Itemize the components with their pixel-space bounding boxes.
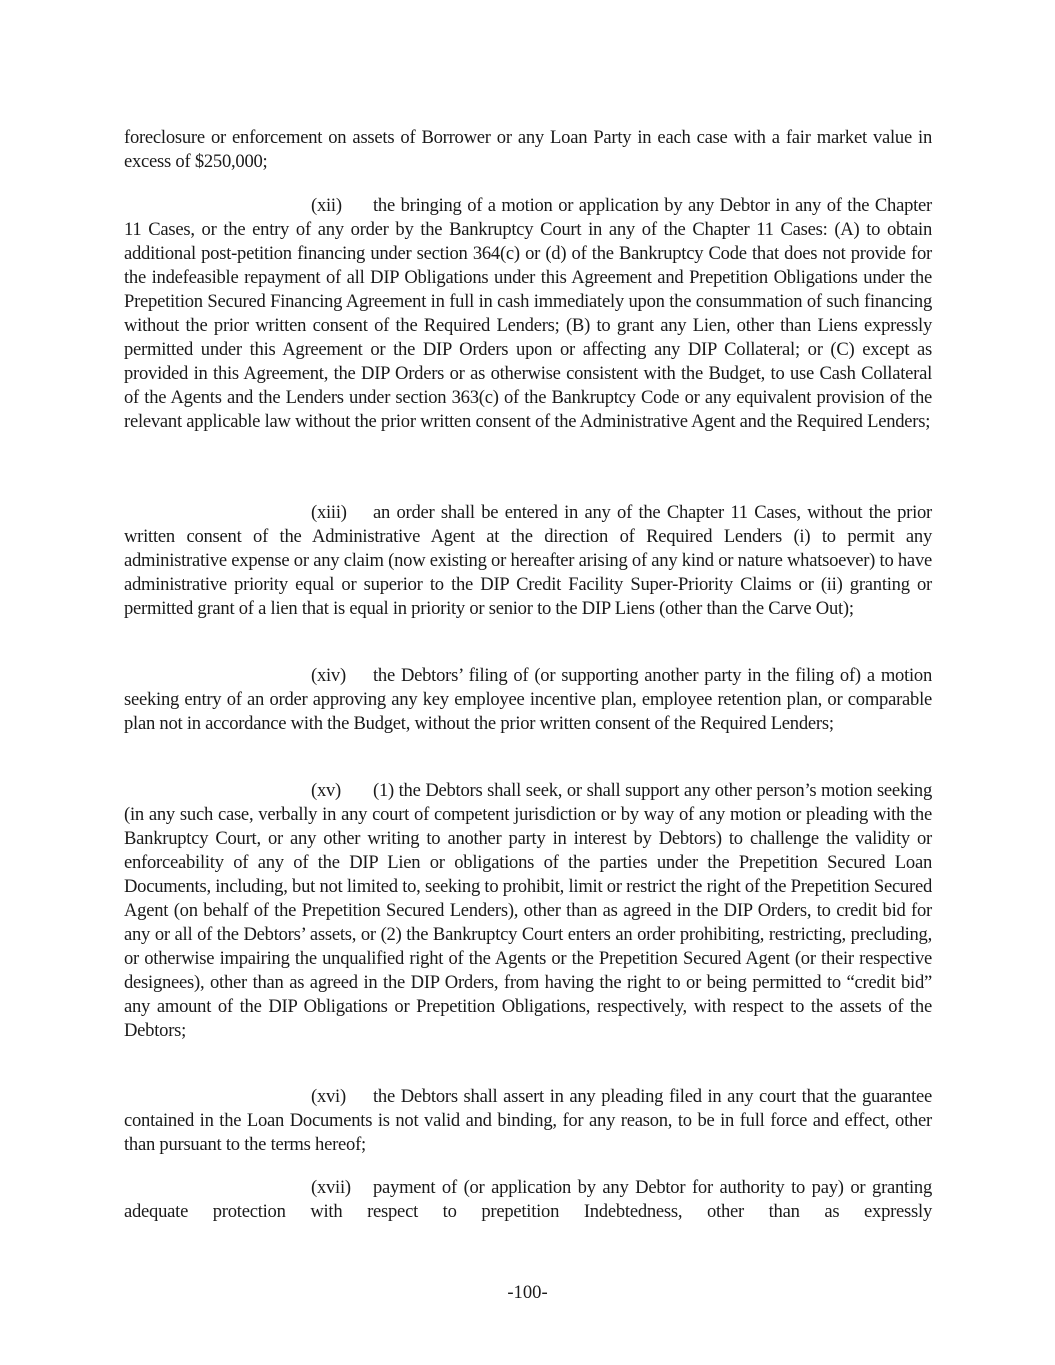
clause-label: (xii) [311,195,342,216]
clause-label: (xiii) [311,502,347,523]
paragraph-xiii [124,501,932,621]
paragraph-text: payment of (or application by any Debtor for authority to pay) or granting adequate protection with respect to prepetition Indebtedness, other than as expressly [124,1177,932,1222]
paragraph-text: an order shall be entered in any of the Chapter 11 Cases, without the prior written consent of the Administrative Agent at the direction of Required Lenders (i) to permit any administrative expense or any claim (now existing or hereafter arising of any kind or nature whatsoever) to have administrative priority equal or superior to the DIP Credit Facility Super-Priority Claims or (ii) granting or permitted grant of a lien that is equal in priority or senior to the DIP Liens (other than the Carve Out); [124,502,932,619]
paragraph-xvii [124,1176,932,1224]
paragraph-continuation [124,126,932,174]
clause-label: (xvi) [311,1086,346,1107]
clause-label: (xv) [311,780,341,801]
page-number: -100- [507,1282,548,1303]
paragraph-text: (1) the Debtors shall seek, or shall support any other person’s motion seeking (in any such case, verbally in any court of competent jurisdiction or by way of any motion or pleading with the Bankruptcy Court, or any other writing to another party in interest by Debtors) to challenge the validity or enforceability of any of the DIP Lien or obligations of the parties under the Prepetition Secured Loan Documents, including, but not limited to, seeking to prohibit, limit or restrict the right of the Prepetition Secured Agent (on behalf of the Prepetition Secured Lenders), other than as agreed in the DIP Orders, to credit bid for any or all of the Debtors’ assets, or (2) the Bankruptcy Court enters an order prohibiting, restricting, precluding, or otherwise impairing the unqualified right of the Agents or the Prepetition Secured Agent (or their respective designees), other than as agreed in the DIP Orders, from having the right to or being permitted to “credit bid” any amount of the DIP Obligations or Prepetition Obligations, respectively, with respect to the assets of the Debtors; [124,780,932,1041]
paragraph-xvi [124,1085,932,1157]
paragraph-text: foreclosure or enforcement on assets of Borrower or any Loan Party in each case with a fair market value in excess of $250,000; [124,127,932,172]
clause-label: (xvii) [311,1177,351,1198]
paragraph-text: the bringing of a motion or application by any Debtor in any of the Chapter 11 Cases, or the entry of any order by the Bankruptcy Court in any of the Chapter 11 Cases: (A) to obtain additional post-petition financing under section 364(c) or (d) of the Bankruptcy Code that does not provide for the indefeasible repayment of all DIP Obligations under this Agreement and Prepetition Obligations under the Prepetition Secured Financing Agreement in full in cash immediately upon the consummation of such financing without the prior written consent of the Required Lenders; (B) to grant any Lien, other than Liens expressly permitted under this Agreement or the DIP Orders upon or affecting any DIP Collateral; or (C) except as provided in this Agreement, the DIP Orders or as otherwise consistent with the Budget, to use Cash Collateral of the Agents and the Lenders under section 363(c) of the Bankruptcy Code or any equivalent provision of the relevant applicable law without the prior written consent of the Administrative Agent and the Required Lenders; [124,195,932,432]
paragraph-xiv [124,664,932,736]
paragraph-xii [124,194,932,434]
paragraph-text: the Debtors’ filing of (or supporting another party in the filing of) a motion seeking entry of an order approving any key employee incentive plan, employee retention plan, or comparable plan not in accordance with the Budget, without the prior written consent of the Required Lenders; [124,665,932,734]
paragraph-text: the Debtors shall assert in any pleading filed in any court that the guarantee contained in the Loan Documents is not valid and binding, for any reason, to be in full force and effect, other than pursuant to the terms hereof; [124,1086,932,1155]
paragraph-xv [124,779,932,1043]
clause-label: (xiv) [311,665,346,686]
